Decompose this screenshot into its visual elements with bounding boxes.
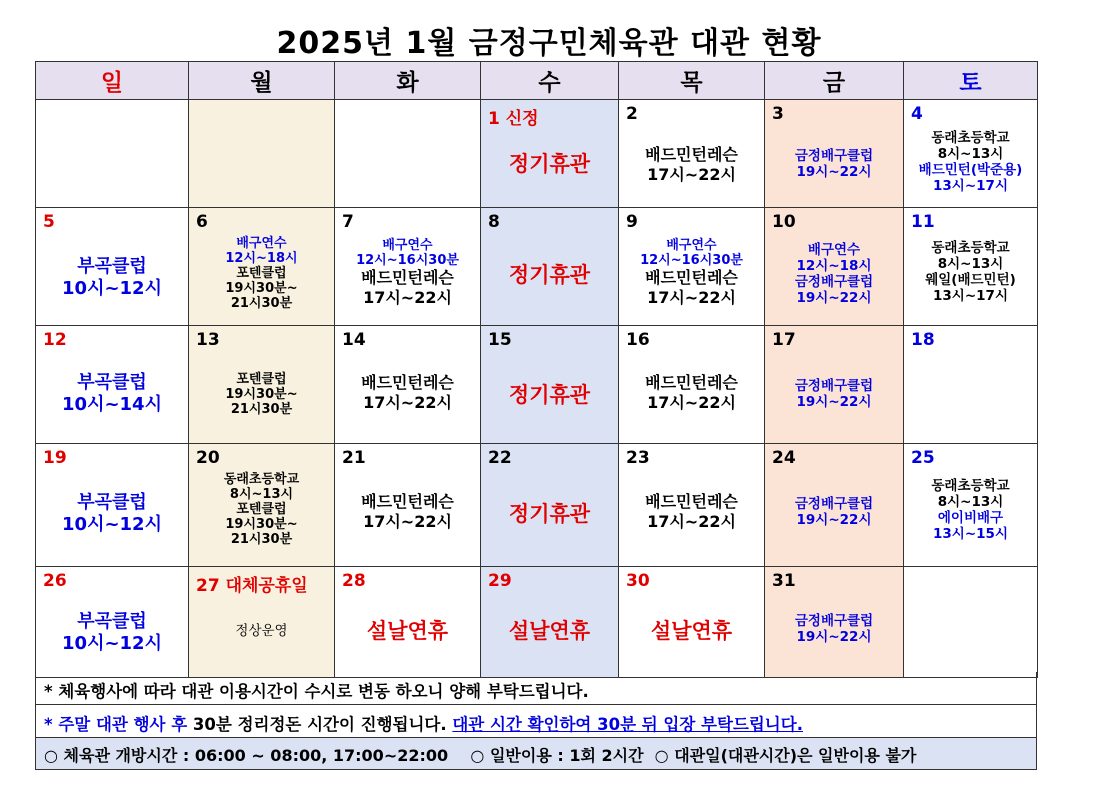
event-name: 배드민턴레슨 bbox=[361, 373, 454, 392]
day-number: 29 bbox=[488, 571, 512, 591]
closed-label: 정기휴관 bbox=[508, 383, 591, 407]
event-name: 금정배구클럽 bbox=[794, 148, 874, 164]
day-number: 23 bbox=[626, 448, 650, 468]
note-3: ○ 체육관 개방시간 : 06:00 ~ 08:00, 17:00~22:00 ○ 일반이용 : 1회 2시간 ○ 대관일(대관시간)은 일반이용 불가 bbox=[35, 738, 1037, 770]
event-time: 8시~13시 bbox=[937, 256, 1004, 272]
day-number: 18 bbox=[911, 330, 935, 350]
event-name: 포텐클럽 bbox=[236, 502, 287, 517]
event-name: 금정배구클럽 bbox=[794, 274, 874, 290]
event-time: 17시~22시 bbox=[647, 165, 736, 184]
event-time: 19시~22시 bbox=[796, 512, 872, 528]
event-name: 동래초등학교 bbox=[223, 472, 300, 487]
day-cell-11 bbox=[904, 208, 1038, 326]
event-name: 동래초등학교 bbox=[931, 240, 1010, 256]
day-number: 25 bbox=[911, 448, 935, 468]
note-2-underlined: 대관 시간 확인하여 30분 뒤 입장 부탁드립니다. bbox=[452, 715, 803, 734]
day-number: 22 bbox=[488, 448, 512, 468]
weekday-tue: 화 bbox=[335, 62, 481, 100]
event-name: 배구연수 bbox=[236, 236, 287, 251]
day-number: 5 bbox=[43, 212, 55, 232]
calendar-table bbox=[35, 61, 1038, 678]
note-2-prefix: * 주말 대관 행사 후 bbox=[44, 715, 188, 734]
event-time: 8시~13시 bbox=[937, 494, 1004, 510]
day-cell-10 bbox=[765, 208, 904, 326]
holiday-label: 설날연휴 bbox=[366, 619, 449, 643]
event-time: 17시~22시 bbox=[647, 288, 736, 307]
day-cell-21 bbox=[335, 444, 481, 567]
event-name: 배드민턴(박준용) bbox=[918, 162, 1023, 178]
event-time: 10시~14시 bbox=[62, 394, 162, 415]
holiday-label: 설날연휴 bbox=[508, 619, 591, 643]
week-row-5 bbox=[36, 567, 1038, 678]
event-name: 포텐클럽 bbox=[236, 372, 287, 387]
day-number: 19 bbox=[43, 448, 67, 468]
day-number: 3 bbox=[772, 104, 784, 124]
day-cell-26 bbox=[36, 567, 189, 678]
event-time: 12시~16시30분 bbox=[640, 253, 743, 268]
weekday-thu: 목 bbox=[619, 62, 765, 100]
week-row-1 bbox=[36, 100, 1038, 208]
day-cell-empty bbox=[189, 100, 335, 208]
event-name: 금정배구클럽 bbox=[794, 378, 874, 394]
day-cell-9 bbox=[619, 208, 765, 326]
closed-label: 정기휴관 bbox=[508, 263, 591, 287]
weekday-wed: 수 bbox=[481, 62, 619, 100]
event-time: 12시~16시30분 bbox=[356, 253, 459, 268]
day-number: 6 bbox=[196, 212, 208, 232]
note-2 bbox=[35, 705, 1037, 738]
day-number: 21 bbox=[342, 448, 366, 468]
event-name: 배드민턴레슨 bbox=[645, 268, 738, 287]
event-name: 배드민턴레슨 bbox=[645, 492, 738, 511]
holiday-label: 설날연휴 bbox=[650, 619, 733, 643]
day-number: 7 bbox=[342, 212, 354, 232]
day-number: 27 대체공휴일 bbox=[196, 576, 308, 596]
event-time: 8시~13시 bbox=[937, 146, 1004, 162]
day-cell-29 bbox=[481, 567, 619, 678]
event-name: 동래초등학교 bbox=[931, 478, 1010, 494]
event-name: 배구연수 bbox=[807, 242, 861, 258]
event-time: 21시30분 bbox=[230, 296, 293, 311]
week-row-4 bbox=[36, 444, 1038, 567]
day-cell-8 bbox=[481, 208, 619, 326]
day-cell-22 bbox=[481, 444, 619, 567]
event-time: 19시~22시 bbox=[796, 394, 872, 410]
event-time: 8시~13시 bbox=[229, 487, 294, 502]
day-number: 24 bbox=[772, 448, 796, 468]
event-time: 10시~12시 bbox=[62, 278, 162, 299]
day-cell-14 bbox=[335, 326, 481, 444]
event-name: 금정배구클럽 bbox=[794, 496, 874, 512]
day-number: 9 bbox=[626, 212, 638, 232]
event-name: 동래초등학교 bbox=[931, 130, 1010, 146]
page-title: 2025년 1월 금정구민체육관 대관 현황 bbox=[276, 26, 822, 61]
day-cell-25 bbox=[904, 444, 1038, 567]
event-name: 부곡클럽 bbox=[77, 372, 147, 393]
day-number: 8 bbox=[488, 212, 500, 232]
day-cell-27 bbox=[189, 567, 335, 678]
day-cell-empty bbox=[904, 567, 1038, 678]
day-cell-4 bbox=[904, 100, 1038, 208]
day-cell-1 bbox=[481, 100, 619, 208]
event-time: 17시~22시 bbox=[363, 288, 452, 307]
day-number: 1 신정 bbox=[488, 109, 539, 129]
note-1: * 체육행사에 따라 대관 이용시간이 수시로 변동 하오니 양해 부탁드립니다. bbox=[35, 672, 1037, 705]
event-name: 배드민턴레슨 bbox=[645, 373, 738, 392]
day-number: 13 bbox=[196, 330, 220, 350]
day-cell-31 bbox=[765, 567, 904, 678]
event-time: 10시~12시 bbox=[62, 633, 162, 654]
weekday-header-row bbox=[36, 62, 1038, 100]
day-cell-16 bbox=[619, 326, 765, 444]
day-cell-5 bbox=[36, 208, 189, 326]
day-cell-empty bbox=[36, 100, 189, 208]
day-number: 26 bbox=[43, 571, 67, 591]
event-time: 21시30분 bbox=[230, 532, 293, 547]
event-time: 19시~22시 bbox=[796, 164, 872, 180]
event-time: 19시~22시 bbox=[796, 629, 872, 645]
event-time: 17시~22시 bbox=[363, 512, 452, 531]
day-cell-empty bbox=[335, 100, 481, 208]
event-time: 17시~22시 bbox=[647, 393, 736, 412]
event-name: 배드민턴레슨 bbox=[361, 268, 454, 287]
day-cell-6 bbox=[189, 208, 335, 326]
weekday-mon: 월 bbox=[189, 62, 335, 100]
weekday-sun: 일 bbox=[36, 62, 189, 100]
day-cell-7 bbox=[335, 208, 481, 326]
event-name: 금정배구클럽 bbox=[794, 613, 874, 629]
event-time: 13시~17시 bbox=[933, 178, 1008, 194]
event-time: 19시30분~ bbox=[225, 387, 298, 402]
day-number: 31 bbox=[772, 571, 796, 591]
event-name: 에이비배구 bbox=[937, 510, 1004, 526]
day-number: 11 bbox=[911, 212, 935, 232]
day-cell-3 bbox=[765, 100, 904, 208]
event-name: 부곡클럽 bbox=[77, 492, 147, 513]
event-time: 12시~18시 bbox=[796, 258, 872, 274]
event-name: 배구연수 bbox=[382, 238, 433, 253]
day-cell-30 bbox=[619, 567, 765, 678]
day-cell-17 bbox=[765, 326, 904, 444]
event-time: 17시~22시 bbox=[363, 393, 452, 412]
day-cell-24 bbox=[765, 444, 904, 567]
event-name: 웨일(배드민턴) bbox=[925, 272, 1016, 288]
event-time: 19시30분~ bbox=[225, 281, 298, 296]
event-name: 포텐클럽 bbox=[236, 266, 287, 281]
day-number: 16 bbox=[626, 330, 650, 350]
event-time: 19시~22시 bbox=[796, 290, 872, 306]
day-cell-12 bbox=[36, 326, 189, 444]
event-time: 19시30분~ bbox=[225, 517, 298, 532]
day-cell-13 bbox=[189, 326, 335, 444]
weekday-fri: 금 bbox=[765, 62, 904, 100]
event-name: 부곡클럽 bbox=[77, 256, 147, 277]
day-number: 12 bbox=[43, 330, 67, 350]
weekday-sat: 토 bbox=[904, 62, 1038, 100]
day-number: 2 bbox=[626, 104, 638, 124]
event-time: 12시~18시 bbox=[225, 251, 298, 266]
event-time: 21시30분 bbox=[230, 402, 293, 417]
day-number: 10 bbox=[772, 212, 796, 232]
week-row-3 bbox=[36, 326, 1038, 444]
day-number: 14 bbox=[342, 330, 366, 350]
event-name: 정상운영 bbox=[235, 623, 288, 639]
closed-label: 정기휴관 bbox=[508, 502, 591, 526]
week-row-2 bbox=[36, 208, 1038, 326]
day-number: 30 bbox=[626, 571, 650, 591]
day-number: 4 bbox=[911, 104, 923, 124]
day-cell-23 bbox=[619, 444, 765, 567]
day-number: 28 bbox=[342, 571, 366, 591]
event-name: 배드민턴레슨 bbox=[645, 145, 738, 164]
closed-label: 정기휴관 bbox=[508, 152, 591, 176]
event-name: 배드민턴레슨 bbox=[361, 492, 454, 511]
note-2-middle: 30분 정리정돈 시간이 진행됩니다. bbox=[187, 715, 447, 734]
day-number: 20 bbox=[196, 448, 220, 468]
day-number: 15 bbox=[488, 330, 512, 350]
day-cell-19 bbox=[36, 444, 189, 567]
event-time: 13시~17시 bbox=[933, 288, 1008, 304]
day-cell-18 bbox=[904, 326, 1038, 444]
event-time: 17시~22시 bbox=[647, 512, 736, 531]
day-cell-2 bbox=[619, 100, 765, 208]
event-time: 13시~15시 bbox=[933, 526, 1008, 542]
event-name: 부곡클럽 bbox=[77, 611, 147, 632]
day-cell-28 bbox=[335, 567, 481, 678]
event-time: 10시~12시 bbox=[62, 514, 162, 535]
day-cell-20 bbox=[189, 444, 335, 567]
event-name: 배구연수 bbox=[666, 238, 717, 253]
day-cell-15 bbox=[481, 326, 619, 444]
day-number: 17 bbox=[772, 330, 796, 350]
